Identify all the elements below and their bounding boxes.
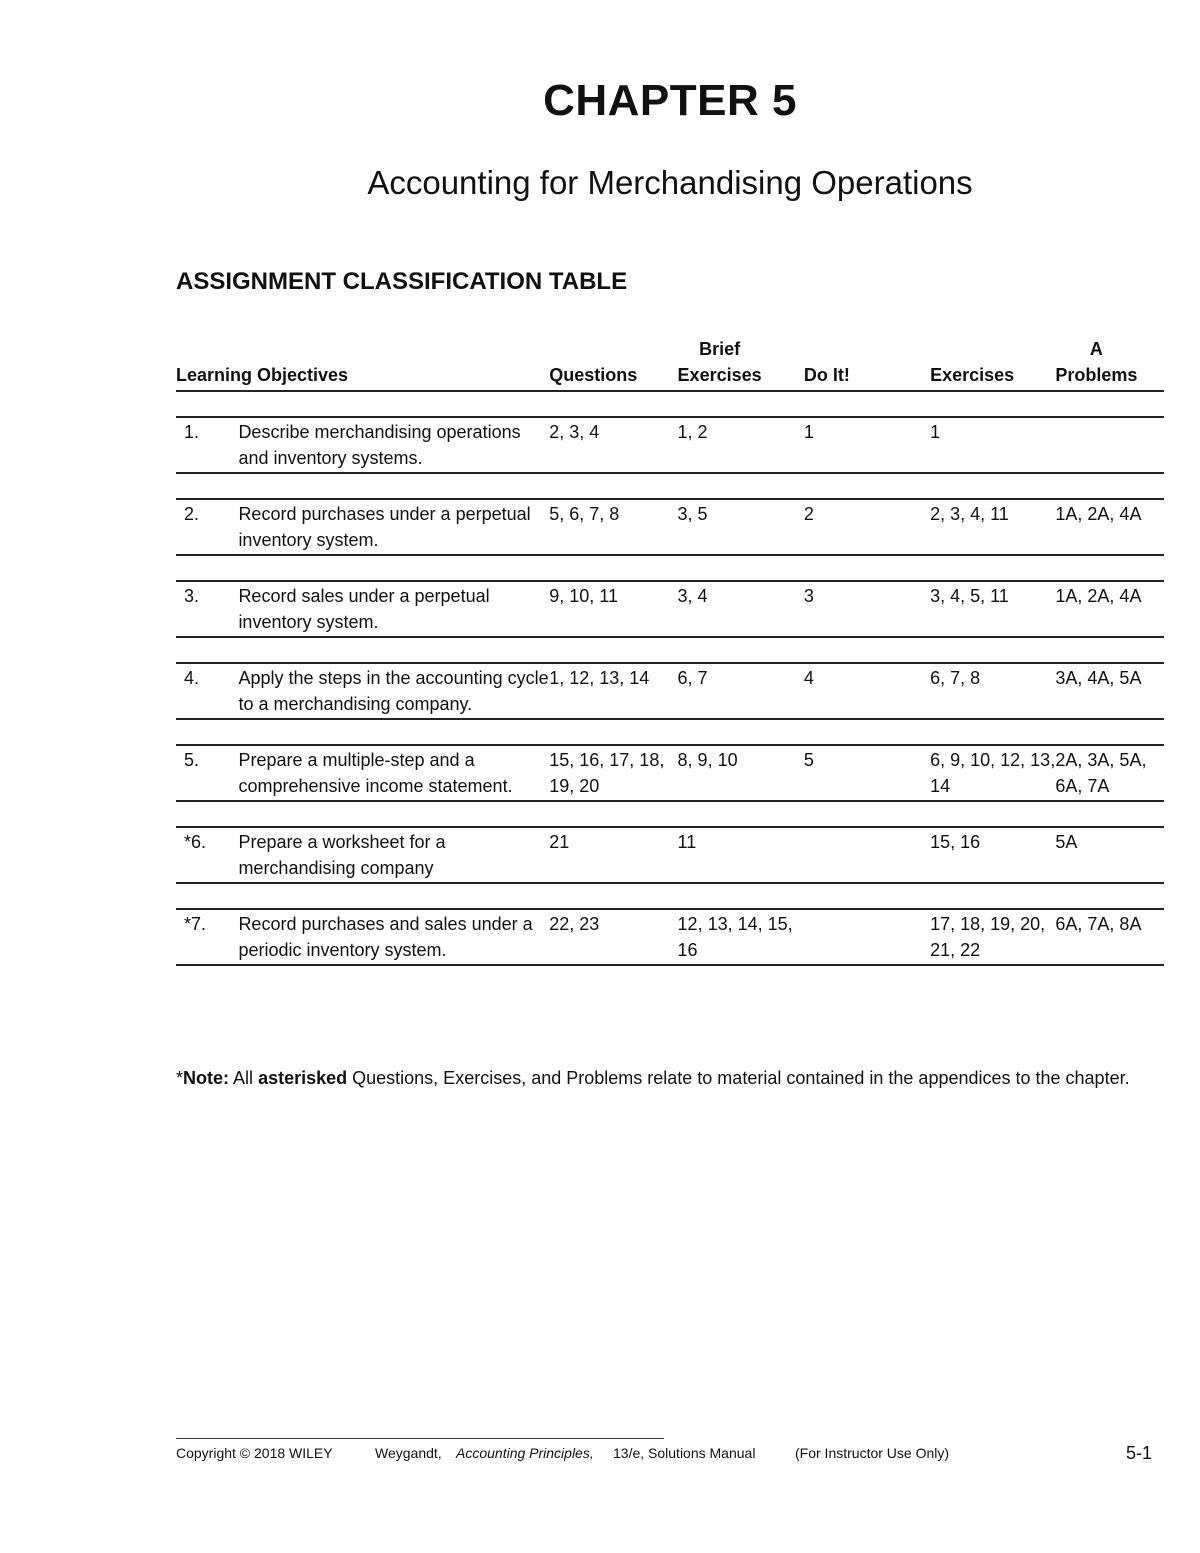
brief-exercises-cell: 3, 5 <box>678 499 804 555</box>
table-header-row <box>176 336 1164 391</box>
table-row <box>176 417 1164 473</box>
header-brief-exercises <box>678 336 804 391</box>
table-spacer-row <box>176 391 1164 417</box>
questions-cell: 1, 12, 13, 14 <box>549 663 677 719</box>
header-a-top: A <box>1089 339 1103 359</box>
objective-text: Prepare a multiple-step and a comprehensive income statement. <box>238 745 549 801</box>
table-spacer-row <box>176 473 1164 499</box>
footer-divider <box>176 1438 664 1439</box>
problems-cell: 6A, 7A, 8A <box>1055 909 1164 965</box>
questions-cell: 2, 3, 4 <box>549 417 677 473</box>
do-it-cell <box>804 909 930 965</box>
footer-book-title: Accounting Principles, <box>456 1445 594 1461</box>
exercises-cell: 3, 4, 5, 11 <box>930 581 1055 637</box>
brief-exercises-cell: 3, 4 <box>678 581 804 637</box>
exercises-cell: 15, 16 <box>930 827 1055 883</box>
table-spacer-row <box>176 801 1164 827</box>
footnote <box>176 1066 1164 1091</box>
questions-cell: 5, 6, 7, 8 <box>549 499 677 555</box>
table-row <box>176 909 1164 965</box>
spacer-cell <box>176 637 1164 663</box>
spacer-cell <box>176 391 1164 417</box>
note-text-2: Questions, Exercises, and Problems relate to material contained in the appendices to the chapter. <box>352 1068 1130 1088</box>
table-body <box>176 391 1164 965</box>
brief-exercises-cell: 11 <box>678 827 804 883</box>
header-brief-bottom: Exercises <box>677 365 762 385</box>
exercises-cell: 6, 9, 10, 12, 13, 14 <box>930 745 1055 801</box>
objective-text: Record purchases and sales under a periodic inventory system. <box>238 909 549 965</box>
note-prefix: * <box>176 1068 184 1088</box>
problems-cell: 1A, 2A, 4A <box>1055 499 1164 555</box>
questions-cell: 9, 10, 11 <box>549 581 677 637</box>
problems-cell: 1A, 2A, 4A <box>1055 581 1164 637</box>
note-emphasis: asterisked <box>258 1068 348 1088</box>
objective-text: Prepare a worksheet for a merchandising company <box>238 827 549 883</box>
section-title: ASSIGNMENT CLASSIFICATION TABLE <box>176 268 628 295</box>
problems-cell: 3A, 4A, 5A <box>1055 663 1164 719</box>
spacer-cell <box>176 801 1164 827</box>
header-a-problems <box>1055 336 1164 391</box>
note-label: Note: <box>183 1068 230 1088</box>
objective-number: 4. <box>176 663 238 719</box>
table-row <box>176 499 1164 555</box>
objective-number: 2. <box>176 499 238 555</box>
header-do-it: Do It! <box>804 336 930 391</box>
page-number: 5-1 <box>1125 1443 1152 1463</box>
chapter-title: CHAPTER 5 <box>543 76 797 125</box>
do-it-cell: 5 <box>804 745 930 801</box>
objective-text: Apply the steps in the accounting cycle to a merchandising company. <box>238 663 549 719</box>
exercises-cell: 1 <box>930 417 1055 473</box>
footer-copyright: Copyright © 2018 WILEY <box>176 1445 333 1461</box>
do-it-cell: 4 <box>804 663 930 719</box>
exercises-cell: 6, 7, 8 <box>930 663 1055 719</box>
objective-number: *6. <box>176 827 238 883</box>
brief-exercises-cell: 1, 2 <box>678 417 804 473</box>
table-spacer-row <box>176 883 1164 909</box>
spacer-cell <box>176 473 1164 499</box>
header-questions: Questions <box>549 336 677 391</box>
header-learning-objectives: Learning Objectives <box>176 336 549 391</box>
exercises-cell: 17, 18, 19, 20, 21, 22 <box>930 909 1055 965</box>
table-row <box>176 745 1164 801</box>
objective-text: Record purchases under a perpetual inventory system. <box>238 499 549 555</box>
spacer-cell <box>176 719 1164 745</box>
do-it-cell <box>804 827 930 883</box>
table-spacer-row <box>176 637 1164 663</box>
objective-number: 5. <box>176 745 238 801</box>
questions-cell: 21 <box>549 827 677 883</box>
objective-text: Record sales under a perpetual inventory system. <box>238 581 549 637</box>
assignment-classification-table <box>176 336 1164 966</box>
header-brief-top: Brief <box>699 339 741 359</box>
do-it-cell: 2 <box>804 499 930 555</box>
do-it-cell: 3 <box>804 581 930 637</box>
do-it-cell: 1 <box>804 417 930 473</box>
table-spacer-row <box>176 555 1164 581</box>
note-text-1: All <box>233 1068 254 1088</box>
questions-cell: 15, 16, 17, 18, 19, 20 <box>549 745 677 801</box>
objective-number: 1. <box>176 417 238 473</box>
problems-cell: 2A, 3A, 5A, 6A, 7A <box>1055 745 1164 801</box>
footer-author: Weygandt, <box>375 1445 442 1461</box>
problems-cell: 5A <box>1055 827 1164 883</box>
objective-number: 3. <box>176 581 238 637</box>
brief-exercises-cell: 12, 13, 14, 15, 16 <box>678 909 804 965</box>
chapter-subtitle: Accounting for Merchandising Operations <box>367 164 973 201</box>
problems-cell <box>1055 417 1164 473</box>
objective-text: Describe merchandising operations and inventory systems. <box>238 417 549 473</box>
objective-number: *7. <box>176 909 238 965</box>
questions-cell: 22, 23 <box>549 909 677 965</box>
table-spacer-row <box>176 719 1164 745</box>
header-exercises: Exercises <box>930 336 1055 391</box>
footer-usage: (For Instructor Use Only) <box>795 1445 950 1461</box>
table-row <box>176 663 1164 719</box>
table-row <box>176 581 1164 637</box>
spacer-cell <box>176 555 1164 581</box>
footer-edition: 13/e, Solutions Manual <box>613 1445 756 1461</box>
header-a-bottom: Problems <box>1055 365 1138 385</box>
exercises-cell: 2, 3, 4, 11 <box>930 499 1055 555</box>
brief-exercises-cell: 8, 9, 10 <box>678 745 804 801</box>
table-row <box>176 827 1164 883</box>
spacer-cell <box>176 883 1164 909</box>
brief-exercises-cell: 6, 7 <box>678 663 804 719</box>
